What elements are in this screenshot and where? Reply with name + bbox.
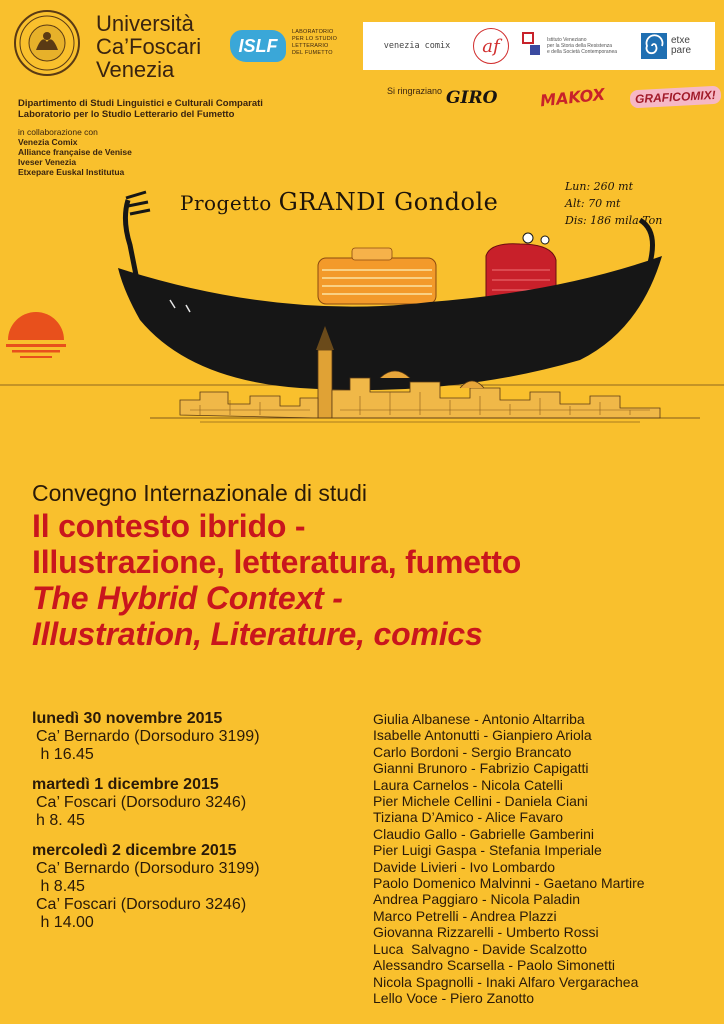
speaker-row: Isabelle Antonutti - Gianpiero Ariola [373, 727, 592, 744]
speaker-row: Davide Livieri - Ivo Lombardo [373, 858, 556, 875]
collab-partner: Alliance française de Venise [18, 147, 132, 157]
schedule [32, 710, 352, 944]
alliance-francaise-logo [467, 26, 515, 66]
etxepare-text-line: pare [671, 45, 692, 56]
speaker-row: Paolo Domenico Malvinni - Gaetano Martire [373, 875, 645, 892]
conference-subtitle: Convegno Internazionale di studi [32, 480, 368, 506]
project-title [180, 188, 498, 216]
sponsor-logo: GRAFICOMIX! [630, 86, 721, 109]
gondola-specs [565, 178, 662, 229]
thanks-label: Si ringraziano [387, 86, 443, 96]
project-word: Progetto [180, 191, 272, 215]
schedule-day-block [32, 776, 352, 830]
schedule-line: Ca’ Foscari (Dorsoduro 3246) [36, 794, 247, 811]
islf-text-line: LETTERARIO [292, 43, 329, 49]
speaker-row: Claudio Gallo - Gabrielle Gamberini [373, 825, 594, 842]
spec-line: Dis: 186 mila Ton [565, 214, 663, 227]
speaker-row: Pier Luigi Gaspa - Stefania Imperiale [373, 842, 602, 859]
collab-partner: Venezia Comix [18, 137, 78, 147]
iveser-text-line: Istituto Veneziano [547, 37, 587, 43]
department-line: Laboratorio per lo Studio Letterario del Fumetto [18, 109, 235, 120]
speaker-row: Tiziana D’Amico - Alice Favaro [373, 809, 564, 826]
etxepare-text [671, 36, 691, 56]
speaker-row: Giulia Albanese - Antonio Altarriba [373, 711, 585, 727]
schedule-day-block [32, 842, 352, 932]
etxepare-text-line: etxe [671, 35, 690, 46]
sponsor-logo: MAKOX [539, 84, 606, 111]
schedule-line: Ca’ Bernardo (Dorsoduro 3199) [36, 860, 260, 877]
speaker-row: Alessandro Scarsella - Paolo Simonetti [373, 957, 616, 974]
schedule-date: lunedì 30 novembre 2015 [32, 710, 223, 727]
title-italian-line1: Il contesto ibrido - [32, 508, 306, 544]
speaker-row: Giovanna Rizzarelli - Umberto Rossi [373, 924, 599, 941]
university-line: Ca’Foscari [96, 34, 202, 59]
university-name [96, 12, 201, 81]
speaker-row: Pier Michele Cellini - Daniela Ciani [373, 793, 588, 810]
university-line: Venezia [96, 57, 175, 82]
collab-partner: Iveser Venezia [18, 157, 77, 167]
speaker-row: Lello Voce - Piero Zanotto [373, 989, 535, 1006]
department-info [18, 98, 263, 120]
speakers-list [373, 711, 718, 1006]
etxepare-spiral-icon [641, 33, 667, 59]
speaker-row: Marco Petrelli - Andrea Plazzi [373, 907, 557, 924]
iveser-text-line: e della Società Contemporanea [547, 49, 618, 55]
islf-text [292, 29, 337, 57]
schedule-date: mercoledì 2 dicembre 2015 [32, 842, 237, 859]
iveser-text [547, 37, 617, 55]
schedule-line: h 16.45 [36, 746, 94, 763]
sunset-sun-icon [6, 312, 66, 358]
speaker-row: Gianni Brunoro - Fabrizio Capigatti [373, 760, 589, 777]
venezia-comix-logo: venezia comix [383, 41, 451, 51]
schedule-day-block [32, 710, 352, 764]
islf-badge: ISLF [230, 30, 286, 62]
title-italian-line2: Illustrazione, letteratura, fumetto [32, 544, 522, 580]
etxepare-logo [641, 26, 713, 66]
iveser-mark-icon [521, 31, 543, 61]
speaker-row: Laura Carnelos - Nicola Catelli [373, 776, 563, 793]
university-seal-icon [14, 10, 80, 76]
schedule-line: h 8.45 [36, 878, 85, 895]
schedule-line: h 14.00 [36, 914, 94, 931]
spec-line: Alt: 70 mt [565, 197, 621, 210]
partner-logos-strip [363, 22, 715, 70]
speaker-row: Andrea Paggiaro - Nicola Paladin [373, 891, 581, 908]
speaker-row: Luca Salvagno - Davide Scalzotto [373, 940, 588, 957]
islf-logo [230, 28, 352, 66]
collab-partner: Etxepare Euskal Institutua [18, 167, 125, 177]
iveser-text-line: per la Storia della Resistenza [547, 43, 613, 49]
university-line: Università [96, 11, 194, 36]
islf-text-line: PER LO STUDIO [292, 36, 338, 42]
spec-line: Lun: 260 mt [565, 180, 634, 193]
schedule-date: martedì 1 dicembre 2015 [32, 776, 219, 793]
speaker-row: Nicola Spagnolli - Inaki Alfaro Vergarachea [373, 973, 639, 990]
islf-text-line: LABORATORIO [292, 29, 334, 35]
project-name: GRANDI Gondole [278, 188, 499, 216]
title-english-line1: The Hybrid Context - [32, 580, 343, 616]
speaker-row: Carlo Bordoni - Sergio Brancato [373, 743, 572, 760]
cruise-ship-orange [318, 248, 436, 304]
collab-label: in collaborazione con [18, 127, 98, 137]
iveser-logo [521, 26, 639, 66]
schedule-line: h 8. 45 [36, 812, 85, 829]
schedule-line: Ca’ Foscari (Dorsoduro 3246) [36, 896, 247, 913]
schedule-line: Ca’ Bernardo (Dorsoduro 3199) [36, 728, 260, 745]
sponsor-logo: GIRO [446, 88, 498, 108]
af-logo-text: af [473, 28, 509, 64]
islf-text-line: DEL FUMETTO [292, 50, 333, 56]
department-line: Dipartimento di Studi Linguistici e Culturali Comparati [18, 98, 263, 109]
title-english-line2: Illustration, Literature, comics [32, 616, 483, 652]
